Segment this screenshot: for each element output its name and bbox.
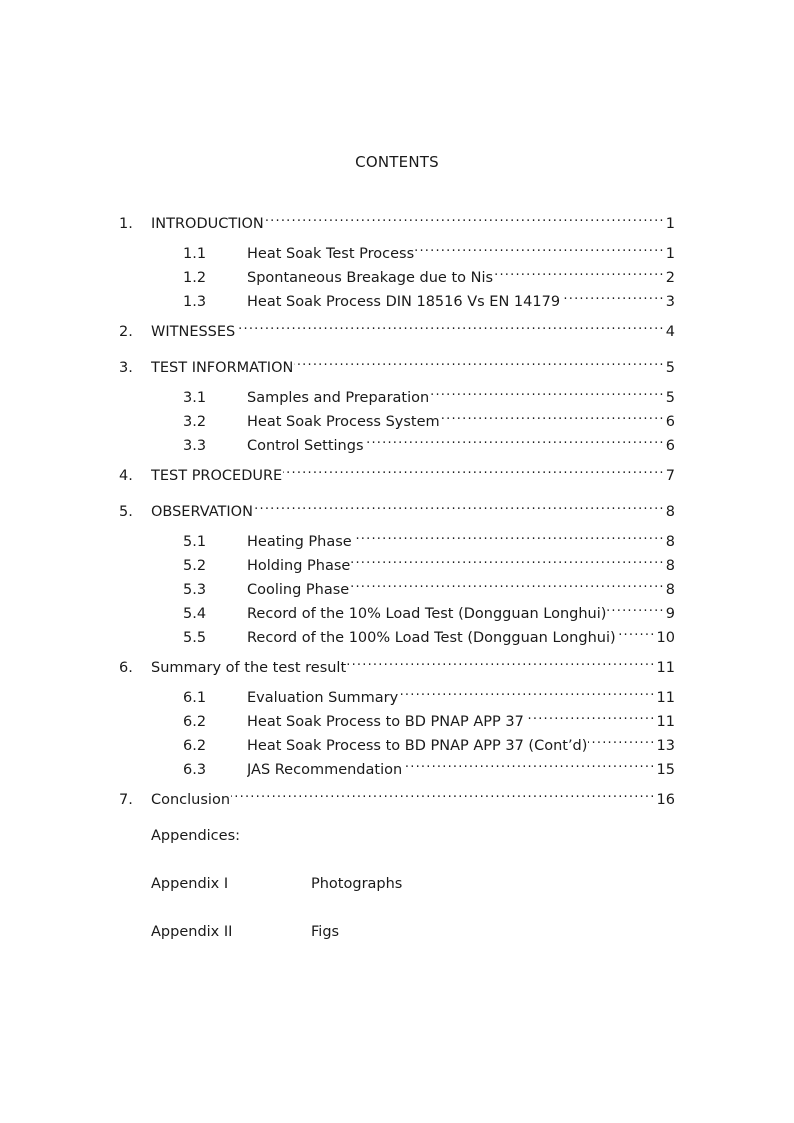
toc-title: Conclusion	[151, 792, 231, 808]
toc-entry-jas-recommendation[interactable]	[183, 754, 675, 778]
toc-page: 11	[656, 660, 675, 676]
toc-page: 11	[656, 690, 675, 706]
toc-page: 9	[665, 606, 675, 622]
toc-page: 1	[665, 246, 675, 262]
toc-entry-cooling-phase[interactable]	[183, 574, 675, 598]
toc-number: 5.3	[183, 582, 207, 598]
toc-title: Cooling Phase	[247, 582, 350, 598]
appendix-1-title[interactable]: Photographs	[311, 876, 403, 892]
toc-title: Heating Phase	[247, 534, 352, 550]
toc-page: 4	[665, 324, 675, 340]
dot-leader	[617, 622, 656, 642]
dot-leader	[236, 316, 665, 336]
toc-entry-observation[interactable]	[119, 496, 675, 520]
dot-leader	[561, 286, 665, 306]
toc-entry-heat-soak-test-process[interactable]	[183, 238, 675, 262]
toc-entry-pnap-app-37[interactable]	[183, 706, 675, 730]
toc-number: 3.3	[183, 438, 207, 454]
dot-leader	[607, 598, 664, 618]
dot-leader	[231, 784, 656, 804]
toc-number: 1.3	[183, 294, 207, 310]
toc-title: OBSERVATION	[151, 504, 253, 520]
toc-page: 1	[665, 216, 675, 232]
toc-page: 8	[665, 504, 675, 520]
toc-entry-pnap-app-37-contd[interactable]	[183, 730, 675, 754]
appendix-2-title[interactable]: Figs	[311, 924, 340, 940]
toc-number: 3.1	[183, 390, 207, 406]
dot-leader	[403, 754, 655, 774]
toc-page: 11	[656, 714, 675, 730]
toc-entry-spontaneous-breakage[interactable]	[183, 262, 675, 286]
toc-number: 6.2	[183, 714, 207, 730]
toc-entry-introduction[interactable]	[119, 208, 675, 232]
toc-page: 16	[656, 792, 675, 808]
toc-title: TEST PROCEDURE	[151, 468, 283, 484]
toc-title: Holding Phase	[247, 558, 351, 574]
toc-page: 5	[665, 390, 675, 406]
toc-page: 7	[665, 468, 675, 484]
toc-title: TEST INFORMATION	[151, 360, 294, 376]
toc-title: Heat Soak Process to BD PNAP APP 37 (Cont’d)	[247, 738, 588, 754]
toc-page: 6	[665, 414, 675, 430]
toc-title: Record of the 10% Load Test (Dongguan Longhui)	[247, 606, 607, 622]
toc-page: 2	[665, 270, 675, 286]
toc-number: 6.1	[183, 690, 207, 706]
toc-page: 3	[665, 294, 675, 310]
toc-number: 4.	[119, 468, 133, 484]
toc-page: 8	[665, 534, 675, 550]
toc-title: Evaluation Summary	[247, 690, 399, 706]
dot-leader	[350, 574, 665, 594]
toc-page: 10	[656, 630, 675, 646]
dot-leader	[254, 496, 665, 516]
toc-title: WITNESSES	[151, 324, 236, 340]
toc-number: 1.1	[183, 246, 207, 262]
dot-leader	[283, 460, 665, 480]
dot-leader	[430, 382, 665, 402]
toc-entry-evaluation-summary[interactable]	[183, 682, 675, 706]
toc-entry-100-percent-load-test[interactable]	[183, 622, 675, 646]
toc-title: Spontaneous Breakage due to Nis	[247, 270, 494, 286]
toc-title: INTRODUCTION	[151, 216, 264, 232]
toc-entry-samples-and-preparation[interactable]	[183, 382, 675, 406]
toc-title: Heat Soak Process to BD PNAP APP 37	[247, 714, 524, 730]
toc-title: Summary of the test result	[151, 660, 347, 676]
toc-title: Heat Soak Test Process	[247, 246, 415, 262]
toc-number: 2.	[119, 324, 133, 340]
toc-number: 5.2	[183, 558, 207, 574]
dot-leader	[294, 352, 664, 372]
toc-entry-test-procedure[interactable]	[119, 460, 675, 484]
dot-leader	[588, 730, 655, 750]
toc-title: JAS Recommendation	[247, 762, 403, 778]
dot-leader	[441, 406, 665, 426]
toc-number: 6.2	[183, 738, 207, 754]
toc-page: 8	[665, 558, 675, 574]
dot-leader	[265, 208, 665, 228]
toc-page: 5	[665, 360, 675, 376]
toc-entry-witnesses[interactable]	[119, 316, 675, 340]
toc-title: Samples and Preparation	[247, 390, 430, 406]
appendices-heading: Appendices:	[151, 828, 241, 844]
toc-number: 5.	[119, 504, 133, 520]
dot-leader	[353, 526, 665, 546]
dot-leader	[525, 706, 656, 726]
toc-number: 7.	[119, 792, 133, 808]
toc-page: 15	[656, 762, 675, 778]
toc-number: 3.	[119, 360, 133, 376]
toc-entry-heating-phase[interactable]	[183, 526, 675, 550]
toc-number: 6.	[119, 660, 133, 676]
toc-number: 3.2	[183, 414, 207, 430]
toc-entry-test-information[interactable]	[119, 352, 675, 376]
page-title: CONTENTS	[355, 153, 439, 171]
dot-leader	[415, 238, 665, 258]
toc-title: Heat Soak Process DIN 18516 Vs EN 14179	[247, 294, 561, 310]
toc-title: Heat Soak Process System	[247, 414, 440, 430]
dot-leader	[494, 262, 665, 282]
dot-leader	[351, 550, 664, 570]
toc-entry-control-settings[interactable]	[183, 430, 675, 454]
toc-entry-heat-soak-process-system[interactable]	[183, 406, 675, 430]
toc-number: 5.1	[183, 534, 207, 550]
toc-entry-holding-phase[interactable]	[183, 550, 675, 574]
toc-page: 13	[656, 738, 675, 754]
toc-entry-10-percent-load-test[interactable]	[183, 598, 675, 622]
dot-leader	[399, 682, 655, 702]
toc-number: 6.3	[183, 762, 207, 778]
toc-number: 5.5	[183, 630, 207, 646]
toc-title: Record of the 100% Load Test (Dongguan Longhui)	[247, 630, 616, 646]
toc-page: 6	[665, 438, 675, 454]
appendix-1-label[interactable]: Appendix I	[151, 876, 229, 892]
toc-number: 1.	[119, 216, 133, 232]
toc-entry-din-vs-en[interactable]	[183, 286, 675, 310]
toc-entry-summary-of-test-result[interactable]	[119, 652, 675, 676]
dot-leader	[347, 652, 655, 672]
toc-number: 1.2	[183, 270, 207, 286]
dot-leader	[365, 430, 665, 450]
toc-page: 8	[665, 582, 675, 598]
appendix-2-label[interactable]: Appendix II	[151, 924, 233, 940]
toc-number: 5.4	[183, 606, 207, 622]
toc-entry-conclusion[interactable]	[119, 784, 675, 808]
toc-title: Control Settings	[247, 438, 364, 454]
